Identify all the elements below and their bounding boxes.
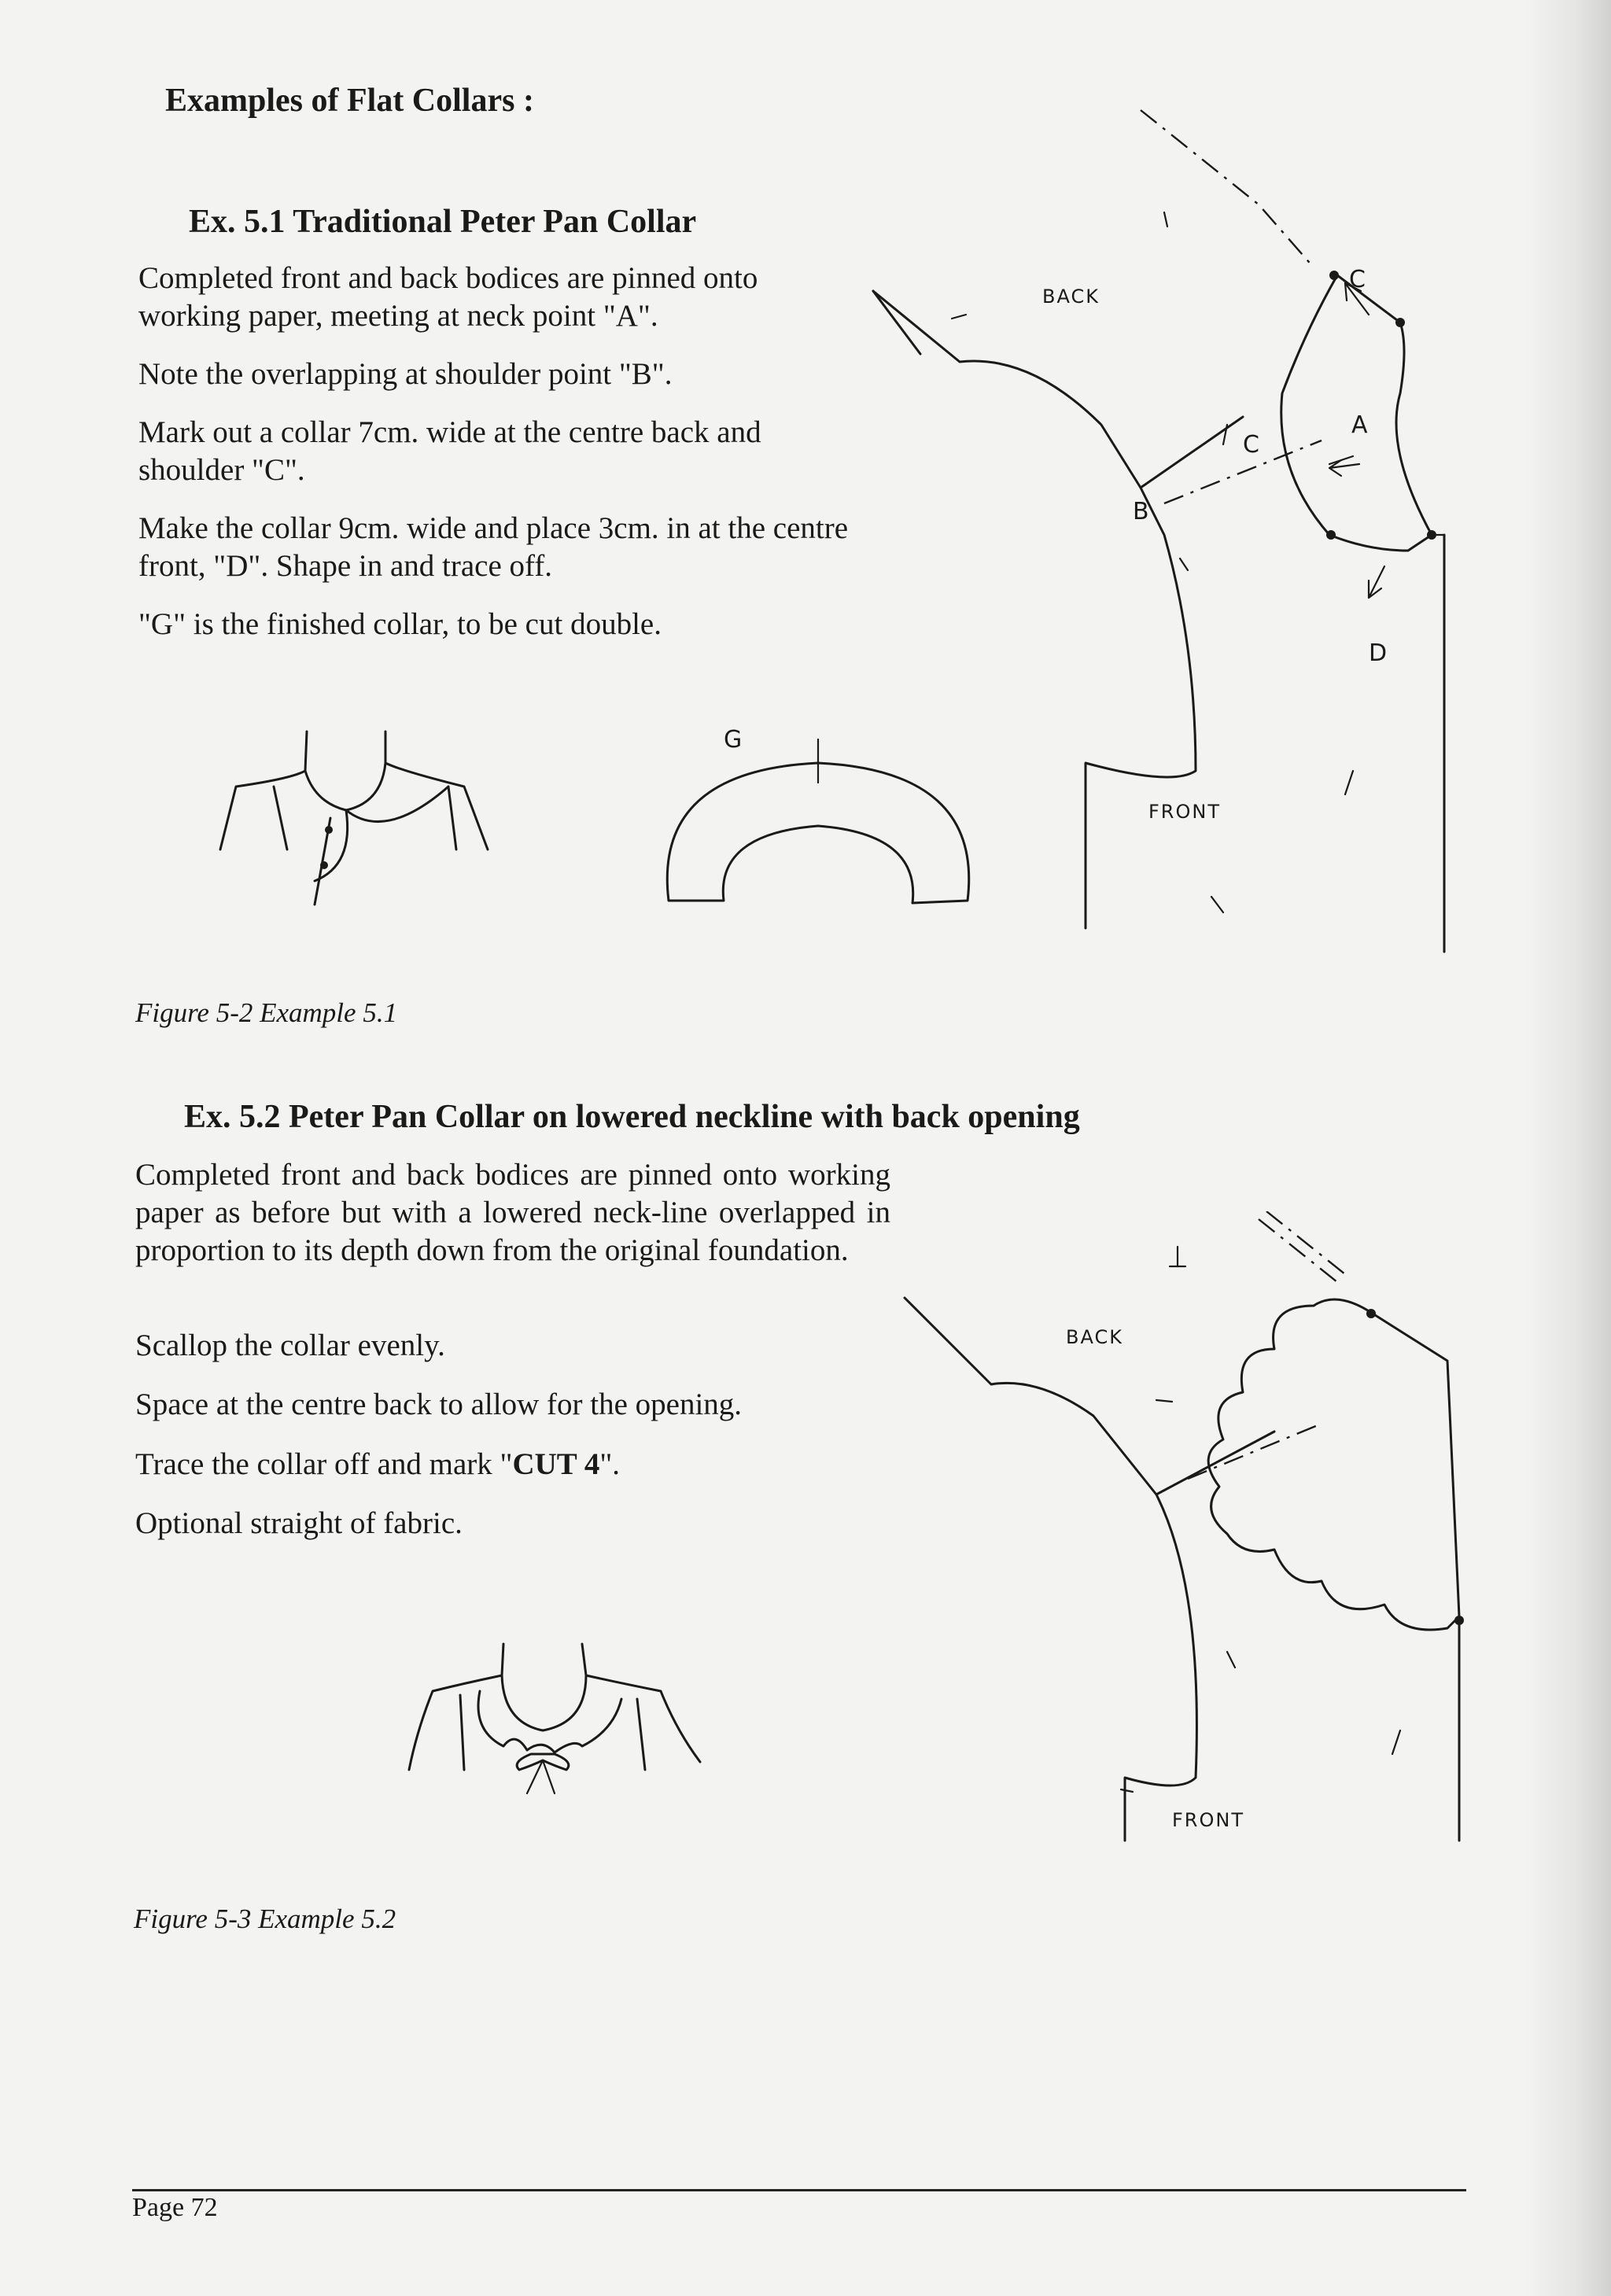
label-d: D [1369,639,1388,667]
ex2-bodice-sketch [385,1628,716,1817]
ex1-pattern-draft [865,94,1495,967]
ex2-title: Ex. 5.2 Peter Pan Collar on lowered neckline with back opening [184,1099,1080,1135]
ex2-para-2: Scallop the collar evenly. [135,1329,445,1362]
ex2-para-3: Space at the centre back to allow for the opening. [135,1388,743,1421]
ex2-figure-caption: Figure 5-3 Example 5.2 [134,1904,396,1934]
ex2-para-4 [135,1446,890,1483]
label-front: FRONT [1172,1809,1244,1831]
label-back: BACK [1066,1326,1123,1348]
page-edge-shadow [1524,0,1611,2296]
page-number: Page 72 [132,2193,218,2222]
ex2-pattern-draft [897,1211,1479,1864]
ex1-para-4: Make the collar 9cm. wide and place 3cm. in at the centre front, "D". Shape in and trace off. [138,511,849,583]
ex1-bodice-sketch [205,724,519,912]
label-c-top: C [1349,266,1366,293]
ex1-title: Ex. 5.1 Traditional Peter Pan Collar [189,204,697,240]
ex1-figure-caption: Figure 5-2 Example 5.1 [135,997,398,1028]
label-back: BACK [1042,286,1100,308]
ex2-para-1: Completed front and back bodices are pinned onto working paper as before but with a lowered neck-line overlapped in proportion to its depth down from the original foundation. [135,1158,890,1267]
label-c-mid: C [1243,431,1259,459]
label-a: A [1351,411,1368,439]
label-b: B [1133,498,1149,525]
ex2-trace-prefix: Trace the collar off and mark " [135,1447,513,1481]
ex2-trace-suffix: ". [599,1447,620,1481]
label-front: FRONT [1148,801,1221,823]
ex1-para-3: Mark out a collar 7cm. wide at the centre back and shoulder "C". [138,415,761,487]
ex2-para-5: Optional straight of fabric. [135,1506,463,1540]
ex2-cut-4: CUT 4 [512,1447,600,1481]
ex1-para-2: Note the overlapping at shoulder point "B". [138,357,673,391]
footer-rule [132,2189,1466,2191]
ex1-para-1: Completed front and back bodices are pinned onto working paper, meeting at neck point "A". [138,261,758,333]
section-heading: Examples of Flat Collars : [165,83,534,119]
ex1-para-5: "G" is the finished collar, to be cut double. [138,607,662,641]
label-g: G [724,726,743,754]
